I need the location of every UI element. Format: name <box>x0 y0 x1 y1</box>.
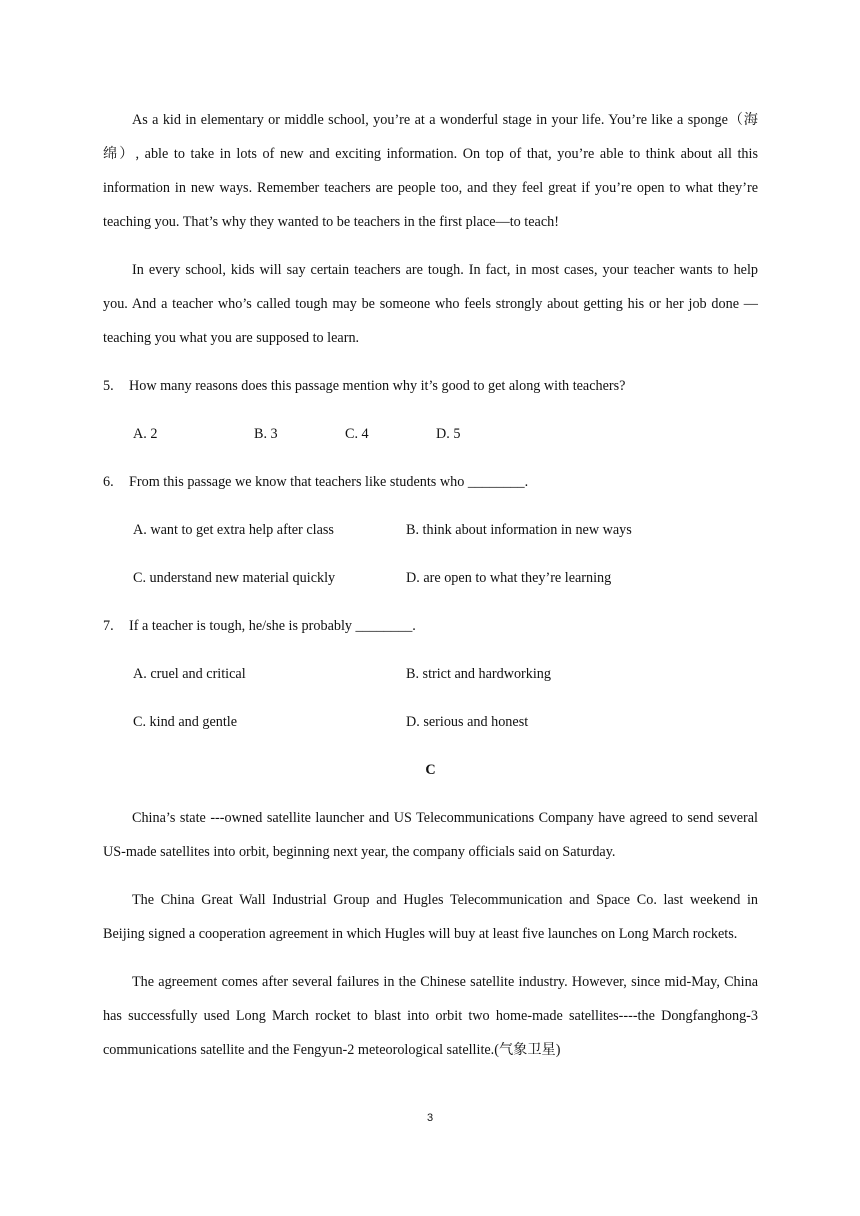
question-6-number: 6. <box>103 474 114 490</box>
question-6-text: From this passage we know that teachers like students who ________. <box>129 474 529 490</box>
question-5-options <box>133 417 758 451</box>
question-7-text: If a teacher is tough, he/she is probably ________. <box>129 618 416 634</box>
question-6-option-a: A. want to get extra help after class <box>133 522 334 538</box>
question-5 <box>103 369 758 403</box>
question-6-option-b: B. think about information in new ways <box>406 522 632 538</box>
section-c-paragraph-2: The China Great Wall Industrial Group and Hugles Telecommunication and Space Co. last weekend in Beijing signed a cooperation agreement in which Hugles will buy at least five launches on Long March rockets. <box>103 892 758 942</box>
question-7-options-row-2 <box>133 705 758 739</box>
question-5-option-c: C. 4 <box>345 426 369 442</box>
question-6-option-d: D. are open to what they’re learning <box>406 570 612 586</box>
question-5-option-a: A. 2 <box>133 426 158 442</box>
page-number: 3 <box>426 1112 434 1124</box>
question-5-option-d: D. 5 <box>436 426 461 442</box>
section-c-heading: C <box>425 762 436 778</box>
question-5-text: How many reasons does this passage mention why it’s good to get along with teachers? <box>129 378 626 394</box>
section-c-paragraph-3: The agreement comes after several failures in the Chinese satellite industry. However, since mid-May, China has successfully used Long March rocket to blast into orbit two home-made satellites----the Dongfanghong-3 communications satellite and the Fengyun-2 meteorological satellite.(气象卫星) <box>103 974 758 1058</box>
question-7 <box>103 609 758 643</box>
question-6-option-c: C. understand new material quickly <box>133 570 336 586</box>
passage-b-paragraph-2: In every school, kids will say certain teachers are tough. In fact, in most cases, your teacher wants to help you. And a teacher who’s called tough may be someone who feels strongly about getting his or her job done — teaching you what you are supposed to learn. <box>103 262 758 346</box>
question-7-option-b: B. strict and hardworking <box>406 666 551 682</box>
document-page <box>103 103 758 1081</box>
question-7-option-c: C. kind and gentle <box>133 714 238 730</box>
question-7-number: 7. <box>103 618 114 634</box>
question-6 <box>103 465 758 499</box>
question-6-options-row-2 <box>133 561 758 595</box>
question-7-options-row-1 <box>133 657 758 691</box>
section-c-paragraph-1: China’s state ---owned satellite launcher and US Telecommunications Company have agreed to send several US-made satellites into orbit, beginning next year, the company officials said on Saturday. <box>103 810 758 860</box>
question-7-option-d: D. serious and honest <box>406 714 529 730</box>
question-5-number: 5. <box>103 378 114 394</box>
passage-b-paragraph-1: As a kid in elementary or middle school, you’re at a wonderful stage in your life. You’re like a sponge（海绵）, able to take in lots of new and exciting information. On top of that, you’re able to think about all this information in new ways. Remember teachers are people too, and they feel great if you’re open to what they’re teaching you. That’s why they wanted to be teachers in the first place—to teach! <box>103 112 758 230</box>
question-5-option-b: B. 3 <box>254 426 278 442</box>
question-6-options-row-1 <box>133 513 758 547</box>
question-7-option-a: A. cruel and critical <box>133 666 246 682</box>
